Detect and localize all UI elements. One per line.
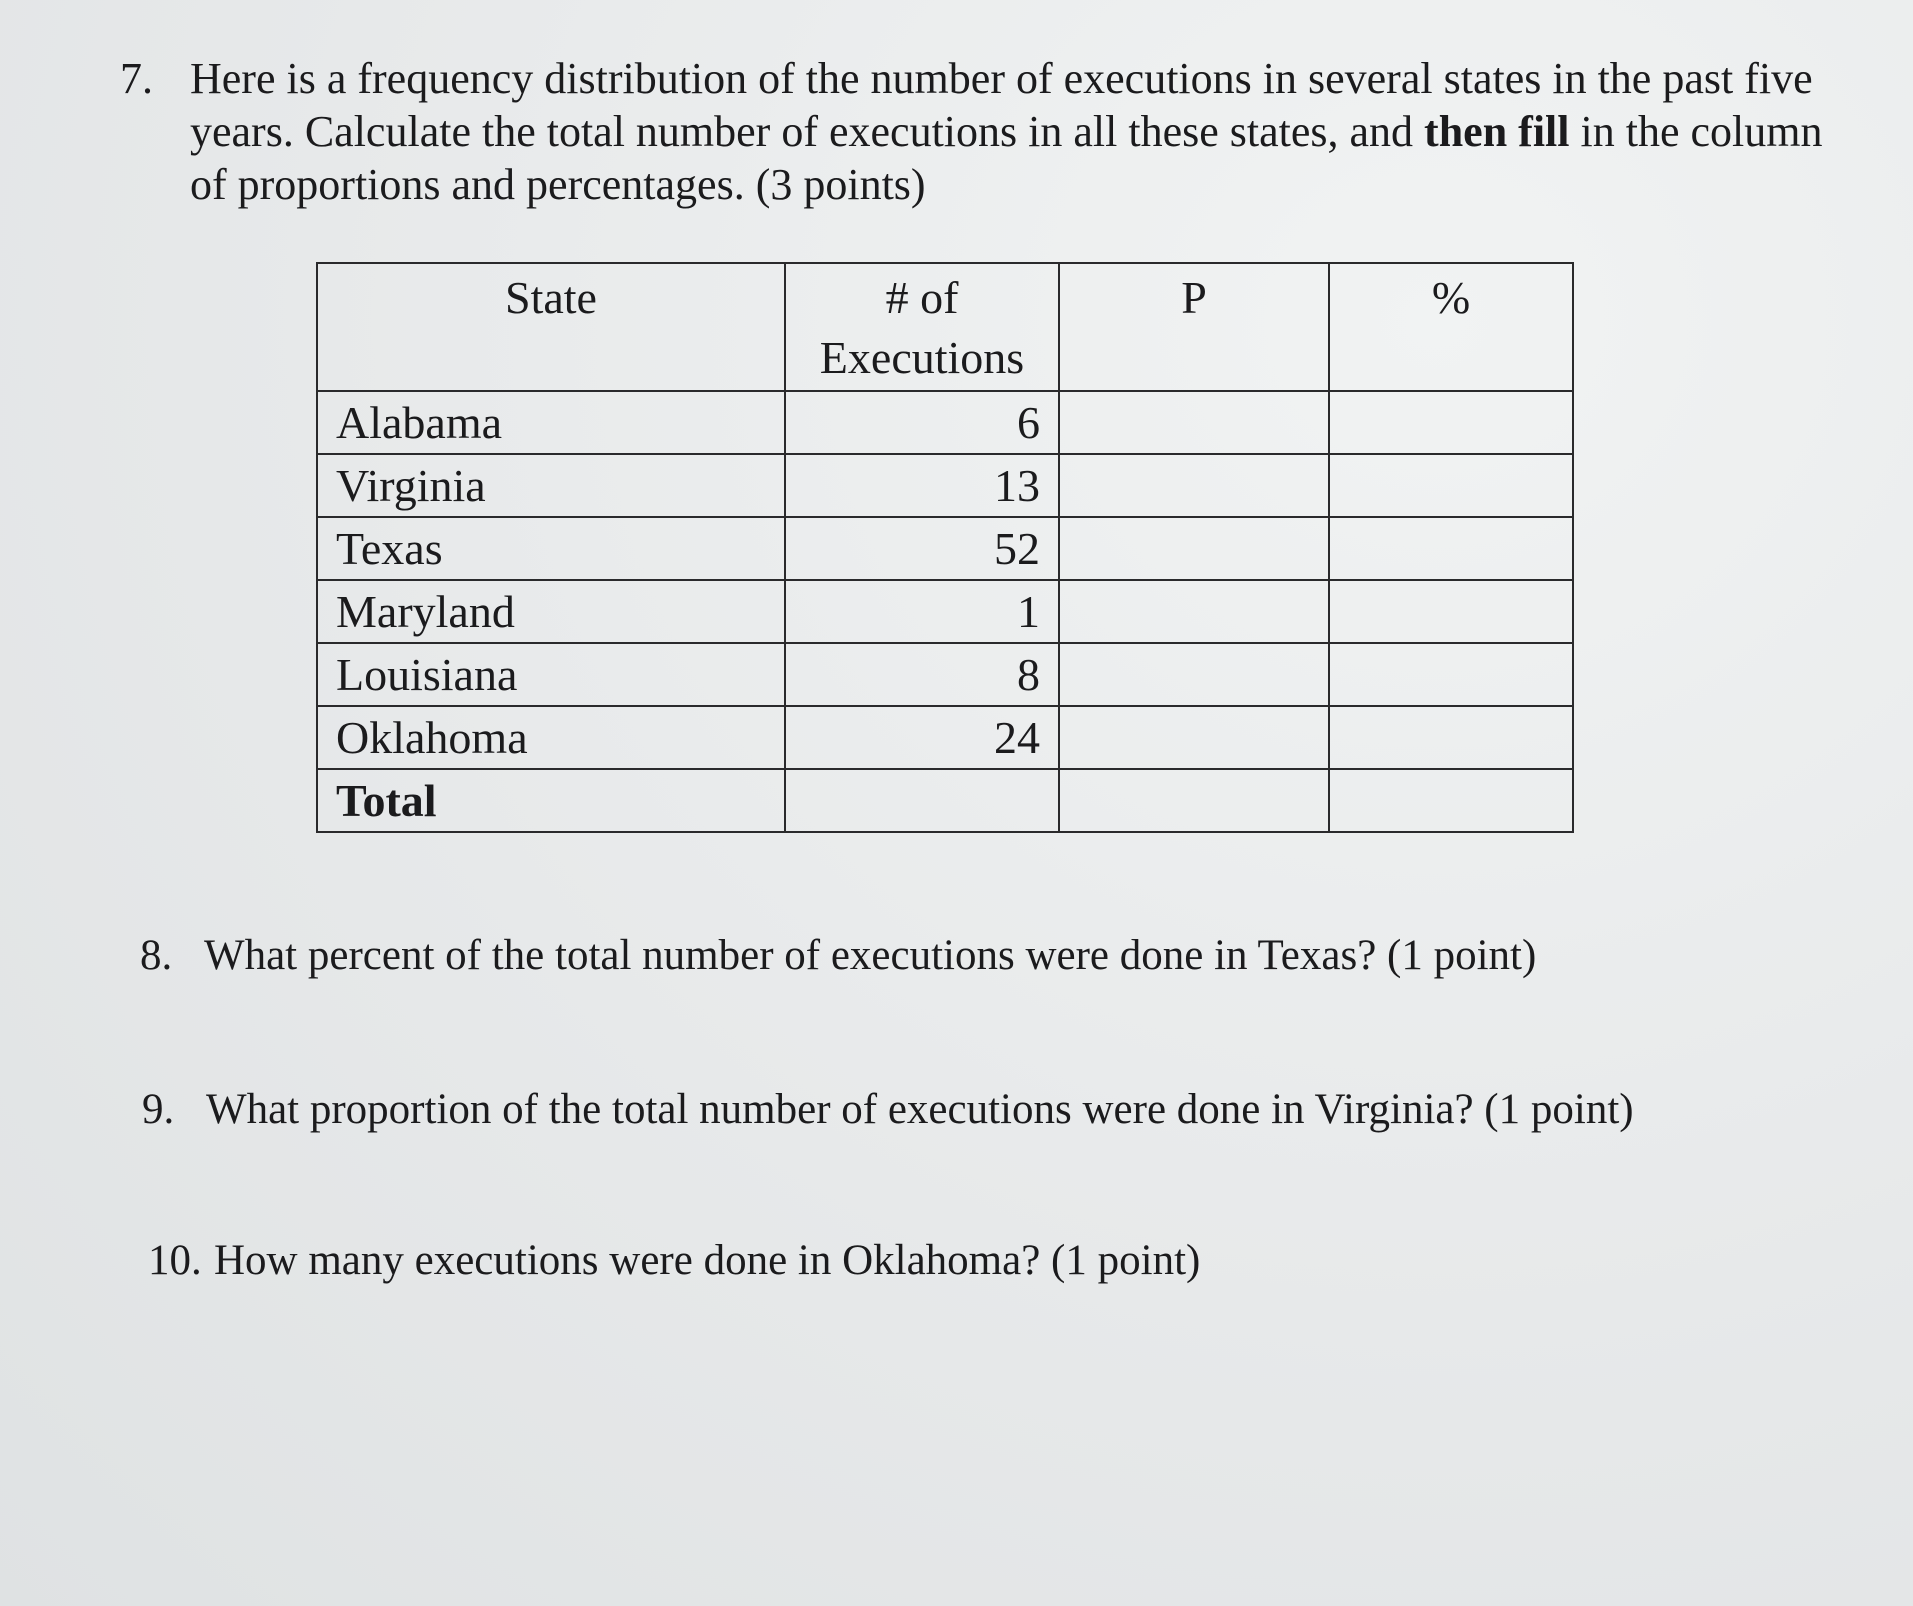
percent-cell[interactable]	[1329, 706, 1573, 769]
frequency-table	[316, 262, 1574, 833]
proportion-cell[interactable]	[1059, 580, 1329, 643]
question-8	[140, 930, 1536, 982]
question-7-text-part2: in the column of proportions and percentages. (3 points)	[190, 107, 1823, 209]
state-cell: Alabama	[317, 391, 785, 454]
table-row	[317, 643, 1573, 706]
total-row	[317, 769, 1573, 832]
percent-cell[interactable]	[1329, 391, 1573, 454]
proportion-cell[interactable]	[1059, 706, 1329, 769]
question-7-text-part1: Here is a frequency distribution of the number of executions in several states in the past five years. Calculate the total number of executions in all these states, and	[190, 54, 1813, 156]
table-header-row	[317, 263, 1573, 391]
state-cell: Oklahoma	[317, 706, 785, 769]
total-percent-cell[interactable]	[1329, 769, 1573, 832]
total-label: Total	[317, 769, 785, 832]
table-row	[317, 580, 1573, 643]
executions-cell: 52	[785, 517, 1059, 580]
question-7-text-bold: then fill	[1424, 107, 1570, 156]
header-state: State	[317, 263, 785, 391]
total-executions-cell[interactable]	[785, 769, 1059, 832]
question-10-text: How many executions were done in Oklahoma? (1 point)	[214, 1237, 1201, 1284]
question-8-number: 8.	[140, 932, 173, 979]
percent-cell[interactable]	[1329, 454, 1573, 517]
state-cell: Maryland	[317, 580, 785, 643]
proportion-cell[interactable]	[1059, 643, 1329, 706]
state-cell: Virginia	[317, 454, 785, 517]
table-row	[317, 454, 1573, 517]
header-percent: %	[1329, 263, 1573, 391]
executions-cell: 1	[785, 580, 1059, 643]
percent-cell[interactable]	[1329, 580, 1573, 643]
question-10	[148, 1235, 1200, 1287]
table-row	[317, 706, 1573, 769]
state-cell: Texas	[317, 517, 785, 580]
executions-cell: 6	[785, 391, 1059, 454]
state-cell: Louisiana	[317, 643, 785, 706]
question-7-number: 7.	[120, 54, 153, 103]
question-8-text: What percent of the total number of executions were done in Texas? (1 point)	[204, 932, 1537, 979]
table-row	[317, 391, 1573, 454]
question-9	[142, 1084, 1634, 1136]
proportion-cell[interactable]	[1059, 517, 1329, 580]
header-executions: # of Executions	[785, 263, 1059, 391]
question-10-number: 10.	[148, 1237, 202, 1284]
table-row	[317, 517, 1573, 580]
question-7-text	[190, 52, 1830, 211]
proportion-cell[interactable]	[1059, 454, 1329, 517]
proportion-cell[interactable]	[1059, 391, 1329, 454]
percent-cell[interactable]	[1329, 643, 1573, 706]
question-9-number: 9.	[142, 1086, 175, 1133]
executions-cell: 8	[785, 643, 1059, 706]
header-proportion: P	[1059, 263, 1329, 391]
total-proportion-cell[interactable]	[1059, 769, 1329, 832]
executions-cell: 13	[785, 454, 1059, 517]
percent-cell[interactable]	[1329, 517, 1573, 580]
executions-cell: 24	[785, 706, 1059, 769]
question-9-text: What proportion of the total number of executions were done in Virginia? (1 point)	[206, 1086, 1634, 1133]
